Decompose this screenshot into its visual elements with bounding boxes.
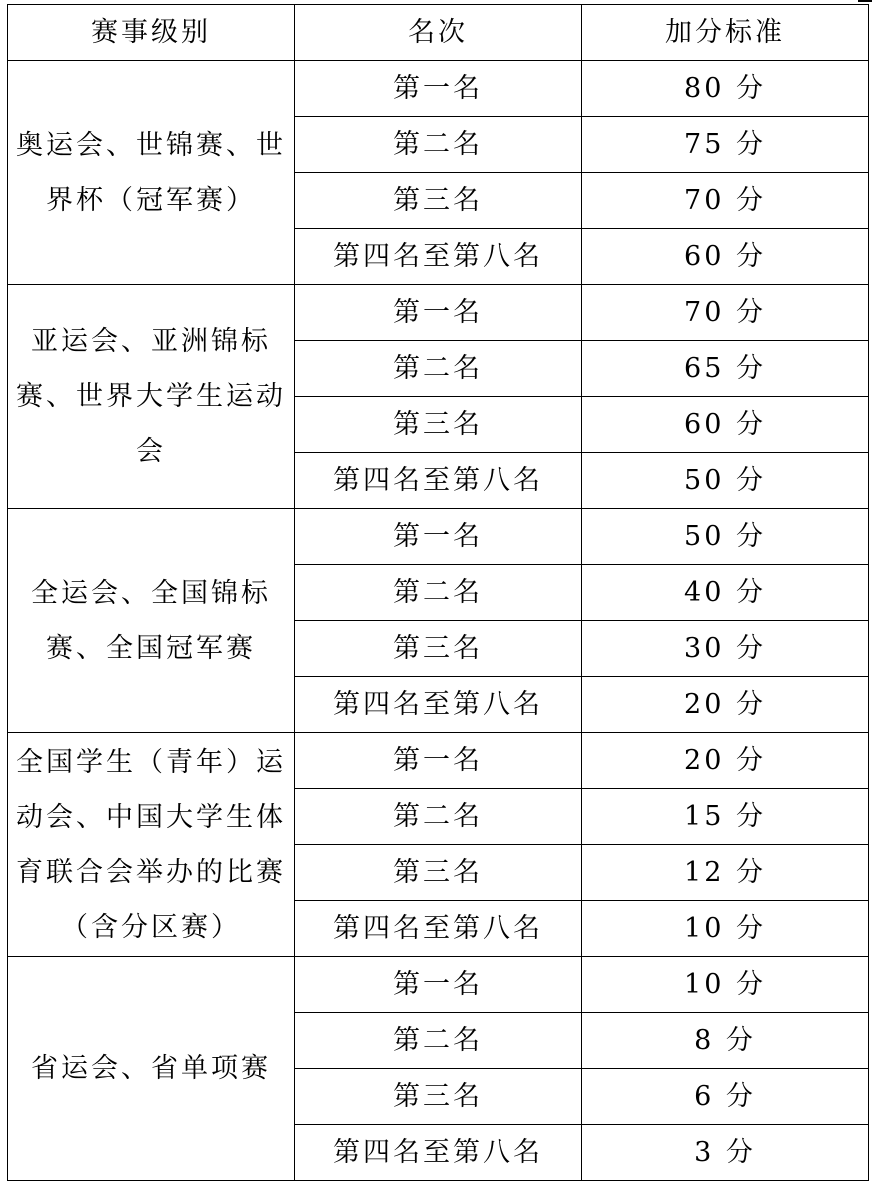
points-cell: 15 分 [582, 789, 869, 845]
table-row [8, 733, 869, 789]
event-level-cell: 全运会、全国锦标赛、全国冠军赛 [8, 509, 295, 733]
rank-cell: 第二名 [295, 565, 582, 621]
event-level-cell: 奥运会、世锦赛、世界杯（冠军赛） [8, 61, 295, 285]
rank-cell: 第三名 [295, 845, 582, 901]
rank-cell: 第一名 [295, 957, 582, 1013]
points-cell: 50 分 [582, 453, 869, 509]
rank-cell: 第三名 [295, 397, 582, 453]
rank-cell: 第一名 [295, 285, 582, 341]
header-rank: 名次 [295, 5, 582, 61]
points-cell: 65 分 [582, 341, 869, 397]
points-cell: 60 分 [582, 229, 869, 285]
rank-cell: 第三名 [295, 1069, 582, 1125]
rank-cell: 第二名 [295, 1013, 582, 1069]
header-row [8, 5, 869, 61]
event-level-cell: 省运会、省单项赛 [8, 957, 295, 1181]
rank-cell: 第四名至第八名 [295, 229, 582, 285]
rank-cell: 第二名 [295, 341, 582, 397]
points-cell: 70 分 [582, 173, 869, 229]
points-cell: 3 分 [582, 1125, 869, 1181]
bonus-points-table [7, 4, 869, 1181]
rank-cell: 第二名 [295, 117, 582, 173]
points-cell: 30 分 [582, 621, 869, 677]
points-cell: 50 分 [582, 509, 869, 565]
points-cell: 6 分 [582, 1069, 869, 1125]
points-cell: 80 分 [582, 61, 869, 117]
points-cell: 70 分 [582, 285, 869, 341]
table-row [8, 957, 869, 1013]
rank-cell: 第四名至第八名 [295, 677, 582, 733]
points-cell: 20 分 [582, 677, 869, 733]
header-points: 加分标准 [582, 5, 869, 61]
points-cell: 20 分 [582, 733, 869, 789]
points-cell: 10 分 [582, 957, 869, 1013]
points-cell: 10 分 [582, 901, 869, 957]
points-cell: 40 分 [582, 565, 869, 621]
points-cell: 12 分 [582, 845, 869, 901]
corner-mark [858, 0, 872, 2]
event-level-cell: 全国学生（青年）运动会、中国大学生体育联合会举办的比赛（含分区赛） [8, 733, 295, 957]
table-row [8, 509, 869, 565]
rank-cell: 第一名 [295, 733, 582, 789]
table-row [8, 61, 869, 117]
table-row [8, 285, 869, 341]
points-cell: 75 分 [582, 117, 869, 173]
rank-cell: 第三名 [295, 173, 582, 229]
rank-cell: 第二名 [295, 789, 582, 845]
rank-cell: 第一名 [295, 61, 582, 117]
event-level-cell: 亚运会、亚洲锦标赛、世界大学生运动会 [8, 285, 295, 509]
points-cell: 60 分 [582, 397, 869, 453]
rank-cell: 第四名至第八名 [295, 453, 582, 509]
rank-cell: 第四名至第八名 [295, 901, 582, 957]
rank-cell: 第四名至第八名 [295, 1125, 582, 1181]
rank-cell: 第一名 [295, 509, 582, 565]
points-cell: 8 分 [582, 1013, 869, 1069]
rank-cell: 第三名 [295, 621, 582, 677]
header-level: 赛事级别 [8, 5, 295, 61]
